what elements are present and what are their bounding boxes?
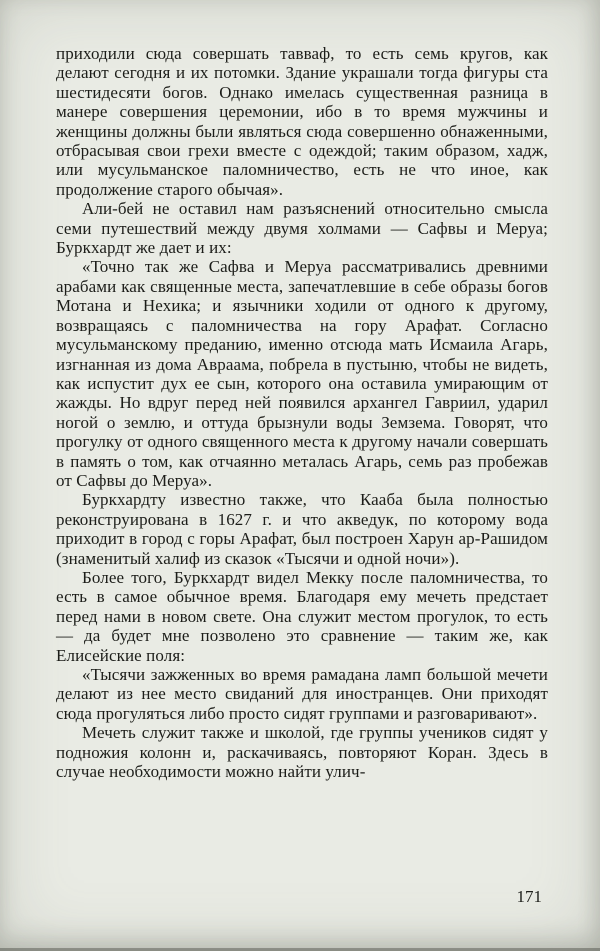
paragraph: «Точно так же Сафва и Меруа рассматривались древними арабами как священные места, запечатлевшие в себе образы богов Мотана и Нехика; и язычники ходили от одного к другому, возвращаясь с паломничества на гору Арафат. Согласно мусульманскому преданию, именно отсюда мать Исмаила Агарь, изгнанная из дома Авраама, побрела в пустыню, чтобы не видеть, как испустит дух ее сын, которого она оставила умирающим от жажды. Но вдруг перед ней появился архангел Гавриил, ударил ногой о землю, и оттуда брызнули воды Земзема. Говорят, что прогулку от одного священного места к другому начали совершать в память о том, как отчаянно металась Агарь, семь раз пробежав от Сафвы до Меруа». <box>56 257 548 490</box>
paragraph: Али-бей не оставил нам разъяснений относительно смысла семи путешествий между двумя холмами — Сафвы и Меруа; Буркхардт же дает и их: <box>56 199 548 258</box>
paragraph: приходили сюда совершать тавваф, то есть семь кругов, как делают сегодня и их потомки. Здание украшали тогда фигуры ста шестидесяти богов. Однако имелась существенная разница в манере совершения церемонии, ибо в то время мужчины и женщины должны были являться сюда совершенно обнаженными, отбрасывая свои грехи вместе с одеждой; таким образом, хадж, или мусульманское паломничество, есть не что иное, как продолжение старого обычая». <box>56 44 548 199</box>
text-block <box>56 44 548 781</box>
paragraph: «Тысячи зажженных во время рамадана ламп большой мечети делают из нее место свиданий для иностранцев. Они приходят сюда прогуляться либо просто сидят группами и разговаривают». <box>56 665 548 723</box>
paragraph: Мечеть служит также и школой, где группы учеников сидят у подножия колонн и, раскачиваясь, повторяют Коран. Здесь в случае необходимости можно найти улич- <box>56 723 548 782</box>
paragraph: Буркхардту известно также, что Кааба была полностью реконструирована в 1627 г. и что акведук, по которому вода приходит в город с горы Арафат, был построен Харун ар-Рашидом (знаменитый халиф из сказок «Тысячи и одной ночи»). <box>56 490 548 568</box>
page-number: 171 <box>516 887 542 906</box>
paragraph: Более того, Буркхардт видел Мекку после паломничества, то есть в самое обычное время. Благодаря ему мечеть предстает перед нами в новом свете. Она служит местом прогулок, то есть — да будет мне позволено это сравнение — таким же, как Елисейские поля: <box>56 567 548 665</box>
